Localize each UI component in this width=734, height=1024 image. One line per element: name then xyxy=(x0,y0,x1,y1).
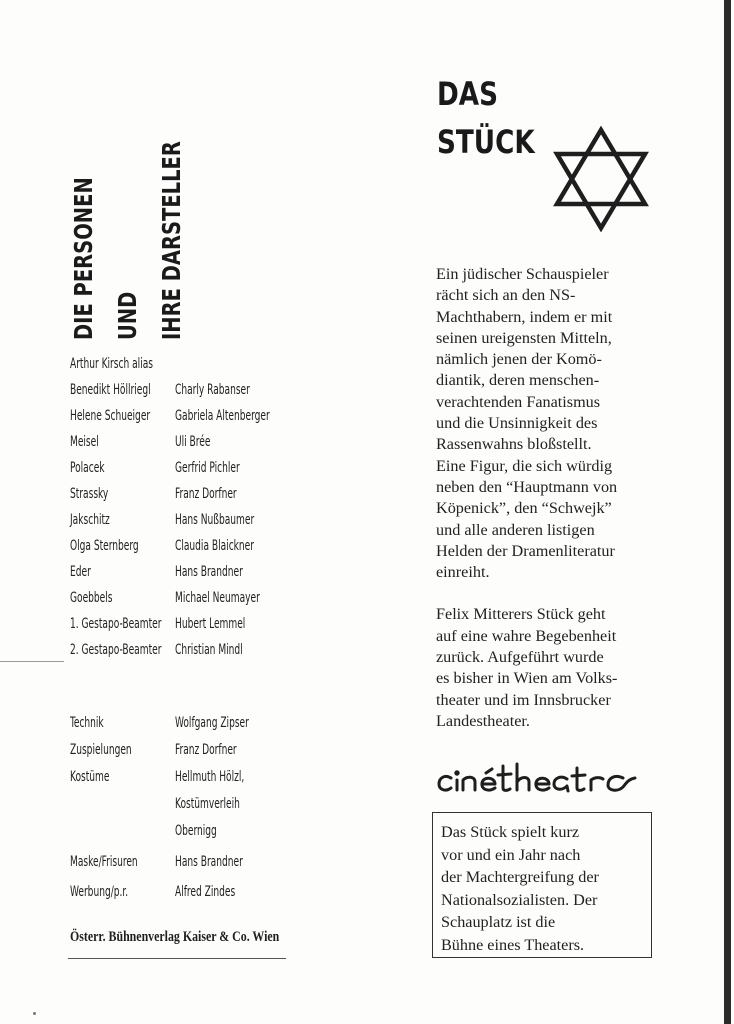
cast-row xyxy=(70,408,330,434)
role-name: Jakschitz xyxy=(70,512,110,528)
actor-name: Hans Nußbaumer xyxy=(175,512,255,528)
section-title-line: DAS xyxy=(437,75,498,113)
text-line: Köpenick”, den “Schwejk” xyxy=(436,499,612,518)
cast-heading xyxy=(62,50,194,340)
description-paragraph xyxy=(436,604,652,732)
actor-name: Gabriela Altenberger xyxy=(175,408,270,424)
text-line: Felix Mitterers Stück geht xyxy=(436,605,606,624)
role-name: 2. Gestapo-Beamter xyxy=(70,642,162,658)
crew-role: Technik xyxy=(70,715,104,731)
crew-name: Obernigg xyxy=(175,823,217,839)
text-line: zurück. Aufgeführt wurde xyxy=(436,648,604,667)
crew-name: Kostümverleih xyxy=(175,796,240,812)
actor-name: Uli Brée xyxy=(175,434,211,450)
role-name: Strassky xyxy=(70,486,109,502)
section-title xyxy=(437,70,535,166)
cast-row xyxy=(70,616,330,642)
actor-name: Claudia Blaickner xyxy=(175,538,254,554)
text-line: Bühne eines Theaters. xyxy=(441,935,585,954)
crew-name: Franz Dorfner xyxy=(175,742,237,758)
crew-role: Zuspielungen xyxy=(70,742,132,758)
cast-row xyxy=(70,460,330,486)
crew-row xyxy=(70,796,330,822)
text-line: nämlich jenen der Komö- xyxy=(436,350,602,369)
text-line: Machthabern, indem er mit xyxy=(436,307,613,326)
publisher-rule xyxy=(68,958,286,959)
text-line: seinen ureigensten Mitteln, xyxy=(436,328,612,347)
role-name: Goebbels xyxy=(70,590,113,606)
crew-name: Wolfgang Zipser xyxy=(175,715,249,731)
text-line: es bisher in Wien am Volks- xyxy=(436,669,618,688)
actor-name: Hans Brandner xyxy=(175,564,243,580)
role-name: Benedikt Höllriegl xyxy=(70,382,151,398)
text-line: Rassenwahns bloßstellt. xyxy=(436,435,592,454)
crew-row xyxy=(70,884,330,910)
page-edge-line xyxy=(724,0,731,1024)
play-description xyxy=(436,264,652,732)
crew-row xyxy=(70,715,330,741)
text-line: Ein jüdischer Schauspieler xyxy=(436,265,609,283)
text-line: einreiht. xyxy=(436,563,490,582)
role-name: Helene Schueiger xyxy=(70,408,151,424)
text-line: und die Unsinnigkeit des xyxy=(436,414,598,433)
cast-row xyxy=(70,356,330,382)
crew-row xyxy=(70,854,330,880)
role-name: Olga Sternberg xyxy=(70,538,139,554)
text-line: diantik, deren menschen- xyxy=(436,371,600,390)
role-name: 1. Gestapo-Beamter xyxy=(70,616,162,632)
cast-row xyxy=(70,642,330,668)
role-name: Arthur Kirsch alias xyxy=(70,356,154,372)
text-line: Nationalsozialisten. Der xyxy=(441,890,598,909)
description-paragraph xyxy=(436,264,652,583)
cast-row xyxy=(70,538,330,564)
text-line: verachtenden Fanatismus xyxy=(436,392,601,411)
setting-box xyxy=(432,812,652,958)
role-name: Eder xyxy=(70,564,91,580)
text-line: neben den “Hauptmann von xyxy=(436,477,618,496)
crew-row xyxy=(70,742,330,768)
text-line: rächt sich an den NS- xyxy=(436,286,576,305)
crew-role: Werbung/p.r. xyxy=(70,884,129,900)
actor-name: Charly Rabanser xyxy=(175,382,250,398)
text-line: Helden der Dramenliteratur xyxy=(436,541,615,560)
crew-row xyxy=(70,769,330,795)
actor-name: Gerfrid Pichler xyxy=(175,460,240,476)
cast-heading-line: DIE PERSONEN xyxy=(69,177,98,340)
actor-name: Franz Dorfner xyxy=(175,486,237,502)
text-line: vor und ein Jahr nach xyxy=(441,845,581,864)
scan-speck xyxy=(33,1012,36,1015)
cast-row xyxy=(70,486,330,512)
text-line: Eine Figur, die sich würdig xyxy=(436,456,613,475)
cast-row xyxy=(70,564,330,590)
crew-row xyxy=(70,823,330,849)
crew-name: Hans Brandner xyxy=(175,854,243,870)
text-line: Landestheater. xyxy=(436,711,530,730)
cast-row xyxy=(70,512,330,538)
star-of-david-icon xyxy=(552,126,650,232)
role-name: Meisel xyxy=(70,434,99,450)
crew-name: Hellmuth Hölzl, xyxy=(175,769,245,785)
actor-name: Christian Mindl xyxy=(175,642,243,658)
text-line: Schauplatz ist die xyxy=(441,913,556,932)
text-line: auf eine wahre Begebenheit xyxy=(436,626,617,645)
role-name: Polacek xyxy=(70,460,105,476)
text-line: und alle anderen listigen xyxy=(436,520,595,539)
cast-heading-line: UND xyxy=(113,291,142,340)
cinetheatro-logo xyxy=(435,760,657,800)
crew-role: Maske/Frisuren xyxy=(70,854,138,870)
section-title-line: STÜCK xyxy=(437,123,535,161)
cast-row xyxy=(70,382,330,408)
crew-name: Alfred Zindes xyxy=(175,884,236,900)
text-line: der Machtergreifung der xyxy=(441,868,599,887)
cast-heading-line: IHRE DARSTELLER xyxy=(157,141,186,340)
publisher-credit: Österr. Bühnenverlag Kaiser & Co. Wien xyxy=(70,929,280,945)
actor-name: Hubert Lemmel xyxy=(175,616,246,632)
crew-role: Kostüme xyxy=(70,769,110,785)
cast-row xyxy=(70,434,330,460)
text-line: theater und im Innsbrucker xyxy=(436,690,611,709)
stray-scan-line xyxy=(0,661,64,662)
actor-name: Michael Neumayer xyxy=(175,590,260,606)
text-line: Das Stück spielt kurz xyxy=(441,823,580,841)
cast-row xyxy=(70,590,330,616)
